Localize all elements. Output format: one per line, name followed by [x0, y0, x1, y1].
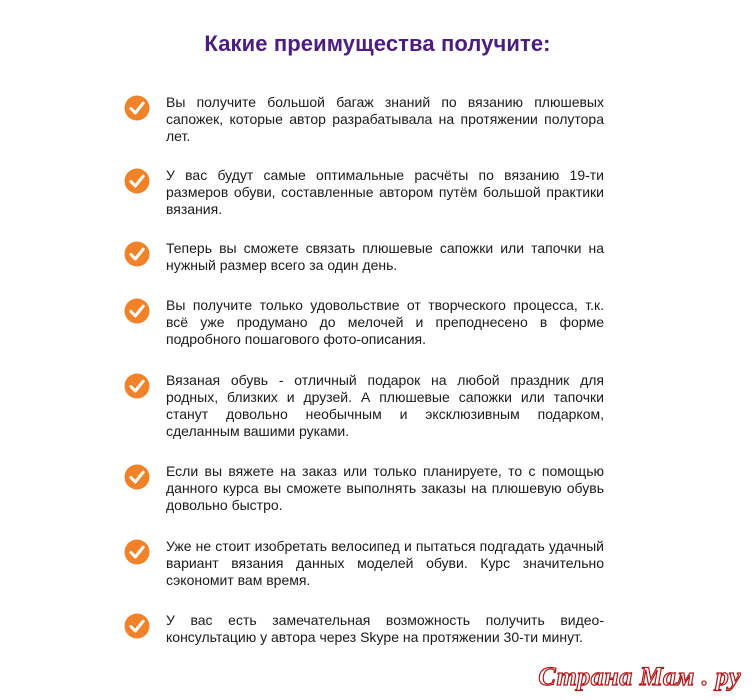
- check-icon: [123, 372, 151, 400]
- benefit-text: Вы получите только удовольствие от творческого процесса, т.к. всё уже продумано до мелочей и преподнесено в форме подробного пошагового фото-описания.: [166, 297, 604, 347]
- benefit-text: Если вы вяжете на заказ или только планируете, то с помощью данного курса вы сможете выполнять заказы на плюшевую обувь довольно быстро.: [166, 463, 604, 513]
- benefit-text: У вас есть замечательная возможность получить видео-консультацию у автора через Skype на протяжении 30-ти минут.: [166, 612, 604, 645]
- check-icon: [123, 463, 151, 491]
- page-title: Какие преимущества получите:: [204, 31, 551, 56]
- benefit-text: У вас будут самые оптимальные расчёты по вязанию 19-ти размеров обуви, составленные автором путём большой практики вязания.: [166, 167, 604, 217]
- benefit-text: Вы получите большой багаж знаний по вязанию плюшевых сапожек, которые автор разрабатывала на протяжении полутора лет.: [166, 94, 604, 144]
- check-icon: [123, 297, 151, 325]
- check-icon: [123, 612, 151, 640]
- check-icon: [123, 538, 151, 566]
- check-icon: [123, 94, 151, 122]
- benefit-text: Вязаная обувь - отличный подарок на любой праздник для родных, близких и друзей. А плюшевые сапожки или тапочки станут довольно необычным и эксклюзивным подарком, сделанным вашими руками.: [166, 372, 604, 439]
- site-watermark: Страна Мам . ру: [538, 662, 741, 691]
- check-icon: [123, 240, 151, 268]
- benefit-text: Теперь вы сможете связать плюшевые сапожки или тапочки на нужный размер всего за один день.: [166, 240, 604, 273]
- check-icon: [123, 167, 151, 195]
- benefit-text: Уже не стоит изобретать велосипед и пытаться подгадать удачный вариант вязания данных моделей обуви. Курс значительно сэкономит вам время.: [166, 538, 604, 588]
